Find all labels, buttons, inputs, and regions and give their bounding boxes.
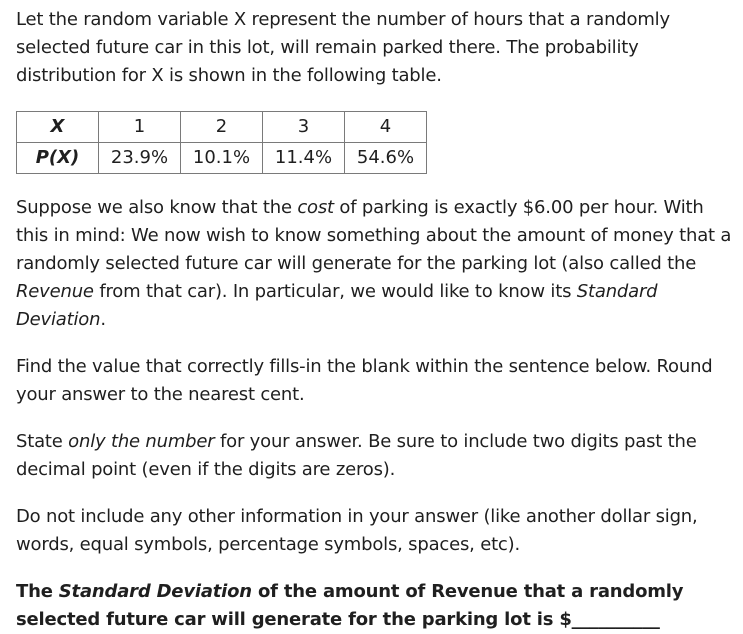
- answer-sentence: [16, 578, 740, 634]
- table-cell-x: 1: [99, 112, 181, 143]
- format-text-2: for your answer. Be sure to include two digits past the decimal point (even if the digits are zeros).: [16, 431, 697, 480]
- table-cell-x: 3: [263, 112, 345, 143]
- answer-text-1: The: [16, 581, 59, 602]
- format-text-1: State: [16, 431, 69, 452]
- cost-text-4: .: [100, 309, 106, 330]
- instruction-paragraph: Find the value that correctly fills-in the blank within the sentence below. Round your answer to the nearest cent.: [16, 356, 713, 405]
- table-cell-px: 54.6%: [345, 143, 427, 174]
- table-cell-x: 2: [181, 112, 263, 143]
- format-paragraph: [16, 428, 740, 484]
- answer-text-2: of the amount of Revenue that a randomly selected future car will generate for the parking lot is $__________: [16, 581, 684, 630]
- exclusion-paragraph: Do not include any other information in your answer (like another dollar sign, words, equal symbols, percentage symbols, spaces, etc).: [16, 506, 698, 555]
- answer-sd-emphasis: Standard Deviation: [58, 581, 252, 602]
- table-header-x: X: [17, 112, 99, 143]
- cost-paragraph: [16, 194, 740, 334]
- table-row-x: [17, 112, 427, 143]
- revenue-emphasis: Revenue: [16, 281, 94, 302]
- table-cell-px: 11.4%: [263, 143, 345, 174]
- cost-text-2: of parking is exactly $6.00 per hour. With this in mind: We now wish to know something about the amount of money that a randomly selected future car will generate for the parking lot (also called the: [16, 197, 732, 274]
- cost-text-1: Suppose we also know that the: [16, 197, 298, 218]
- table-cell-x: 4: [345, 112, 427, 143]
- cost-text-3: from that car). In particular, we would like to know its: [93, 281, 577, 302]
- sd-emphasis: Standard Deviation: [16, 281, 658, 330]
- cost-emphasis: cost: [297, 197, 334, 218]
- question-content: [16, 6, 740, 634]
- probability-distribution-table: [16, 111, 427, 174]
- only-number-emphasis: only the number: [68, 431, 215, 452]
- table-cell-px: 10.1%: [181, 143, 263, 174]
- table-cell-px: 23.9%: [99, 143, 181, 174]
- intro-paragraph: Let the random variable X represent the number of hours that a randomly selected future car in this lot, will remain parked there. The probability distribution for X is shown in the following table.: [16, 9, 670, 86]
- table-row-px: [17, 143, 427, 174]
- table-header-px: P(X): [17, 143, 99, 174]
